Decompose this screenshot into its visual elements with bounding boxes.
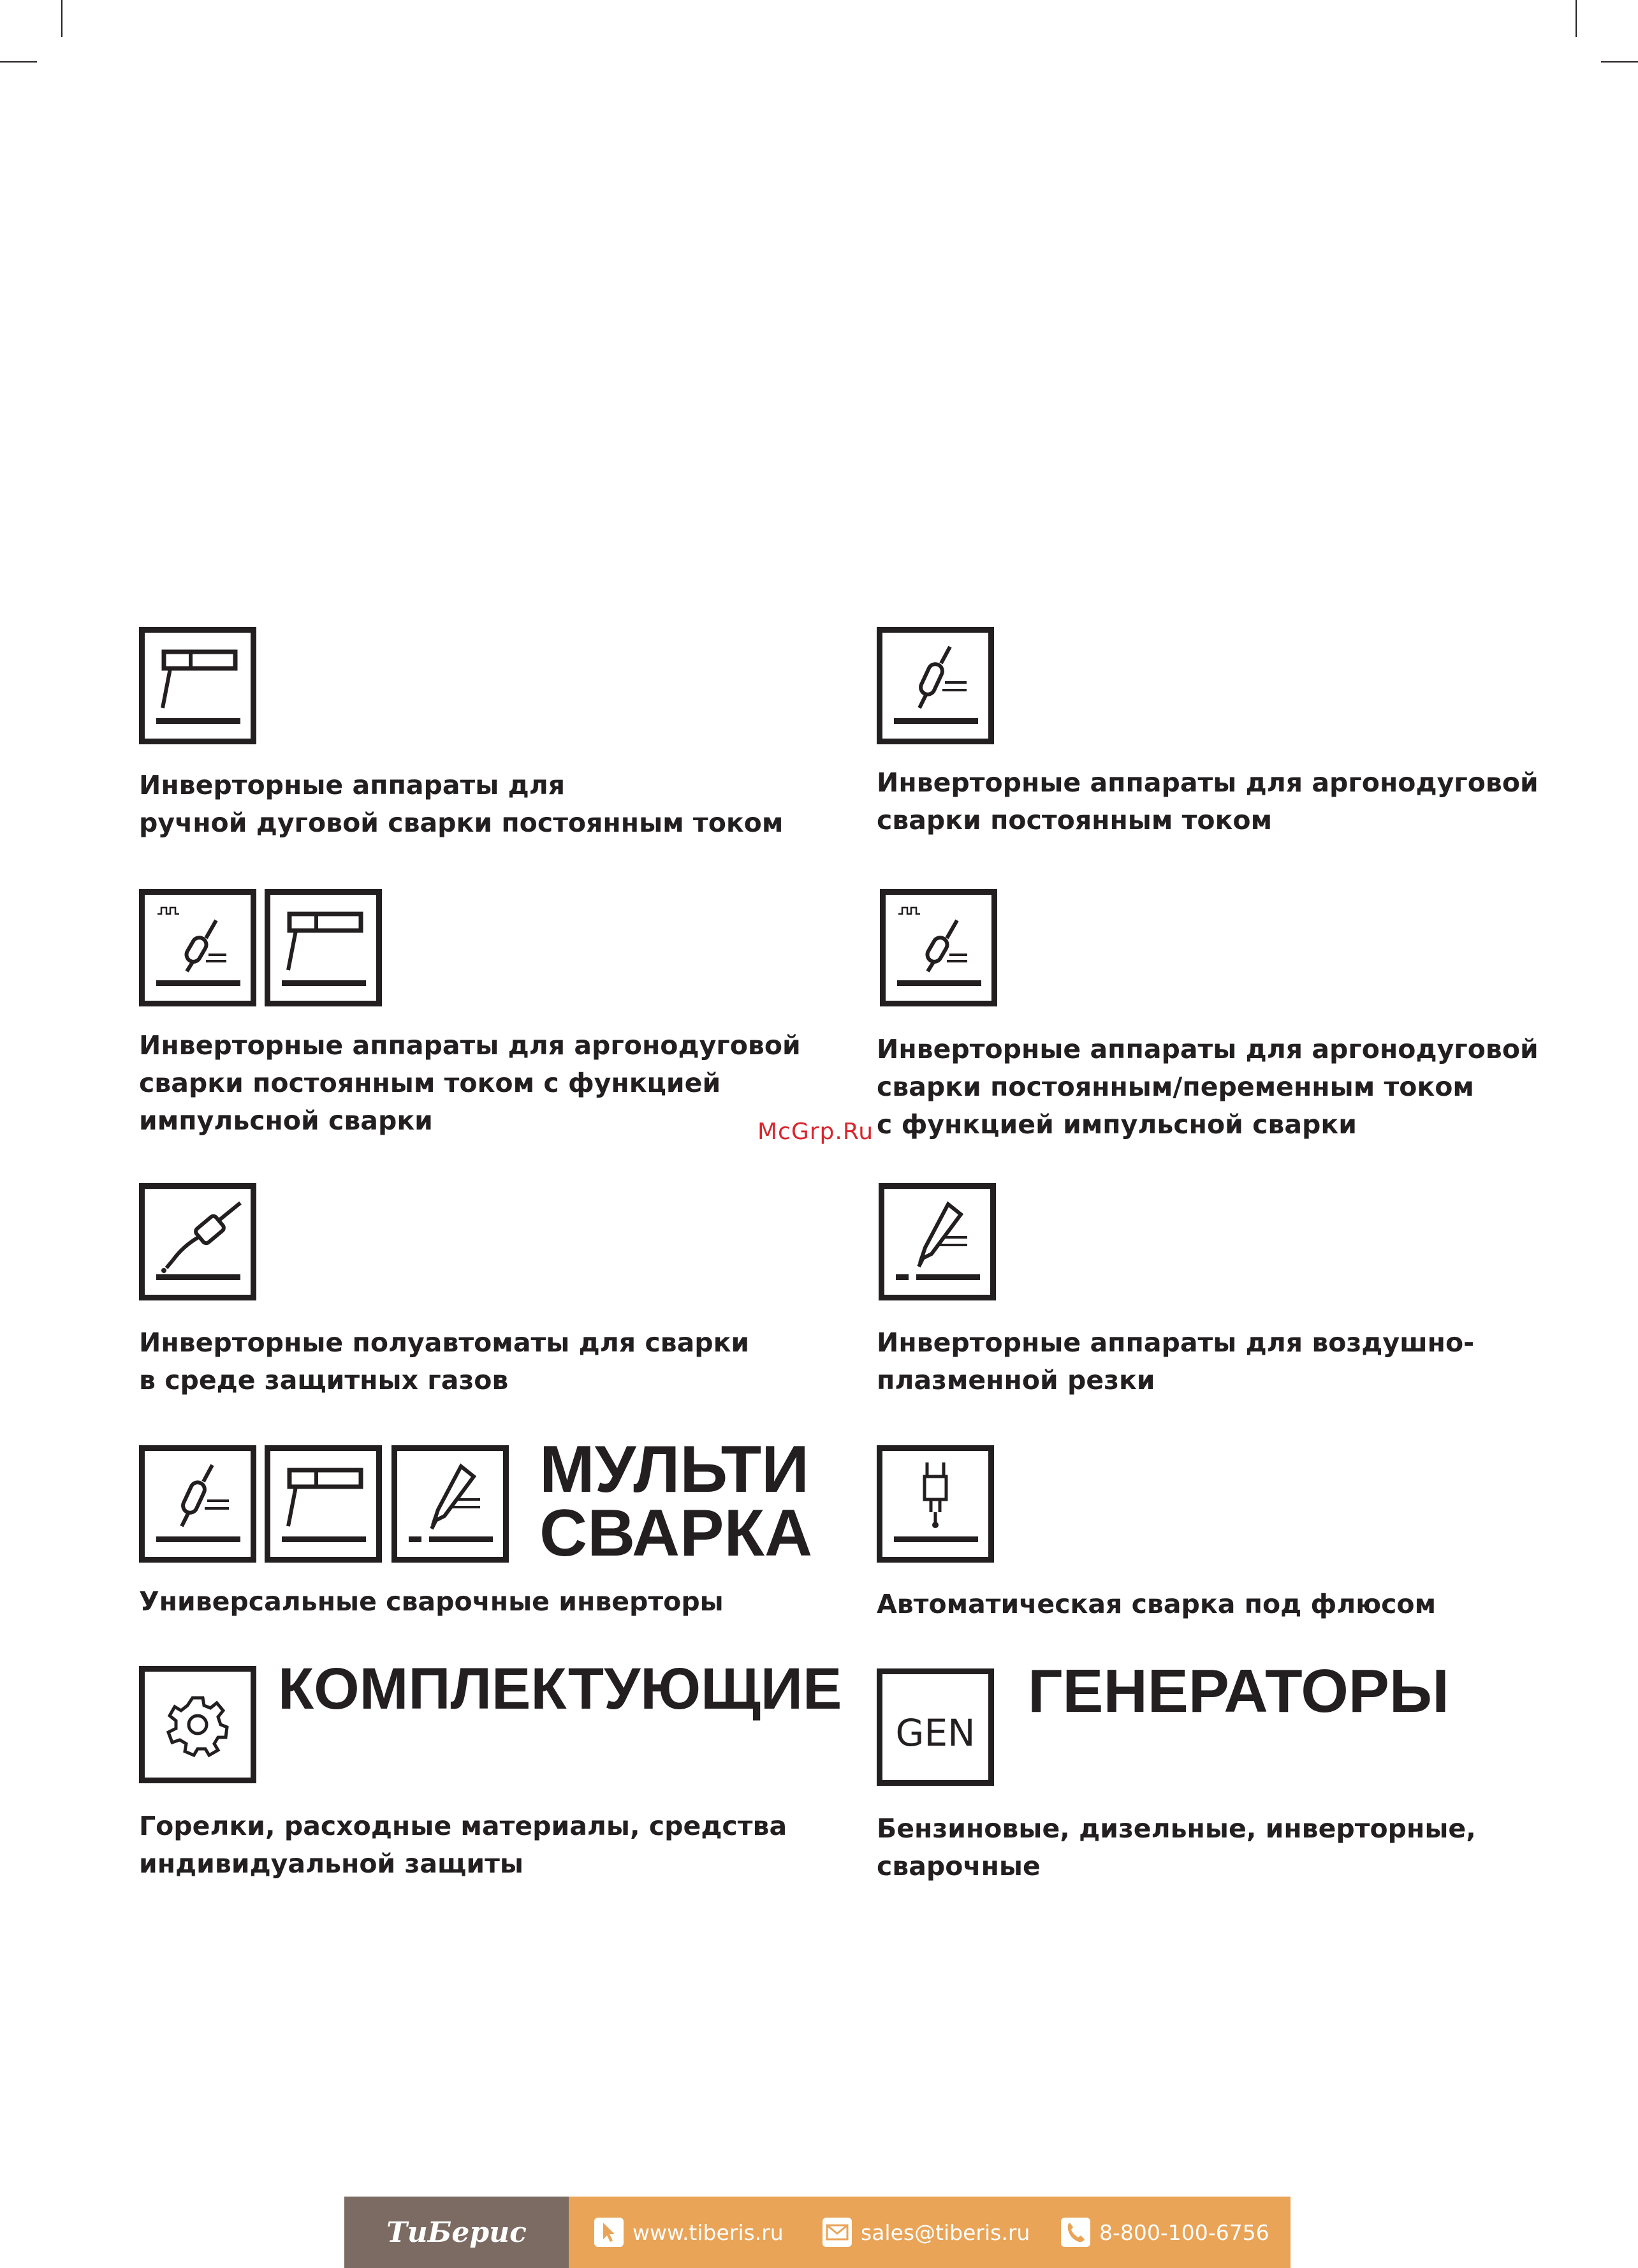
footer-website[interactable]	[594, 2216, 784, 2249]
plasma-description: Инверторные аппараты для воздушно- плазменной резки	[877, 1327, 1475, 1395]
submerged-arc-icon	[877, 1445, 994, 1563]
parts-description: Горелки, расходные материалы, средства индивидуальной защиты	[139, 1811, 787, 1879]
crop-mark	[0, 61, 37, 63]
mma-description: Инверторные аппараты для ручной дуговой сварки постоянным током	[139, 770, 784, 838]
tig-torch-icon	[877, 627, 994, 744]
cursor-icon	[594, 2218, 624, 2247]
watermark: McGrp.Ru	[757, 1119, 874, 1145]
tig-acdc-pulse-description: Инверторные аппараты для аргонодуговой сварки постоянным/переменным током с функцией импульсной сварки	[877, 1034, 1539, 1140]
generator-icon	[877, 1668, 994, 1786]
brand-logo: ТиБерис	[344, 2197, 569, 2268]
footer-phone[interactable]	[1061, 2216, 1269, 2249]
plasma-cutter-icon	[879, 1183, 996, 1300]
multi-description: Универсальные сварочные инверторы	[139, 1586, 724, 1617]
parts-title: КОМПЛЕКТУЮЩИЕ	[278, 1656, 842, 1721]
generators-title: ГЕНЕРАТОРЫ	[1028, 1657, 1449, 1725]
phone-icon	[1061, 2218, 1090, 2247]
tig-pulse-icon	[139, 889, 256, 1006]
mail-icon	[823, 2218, 852, 2247]
mig-torch-icon	[139, 1183, 256, 1300]
multi-title: МУЛЬТИ СВАРКА	[539, 1432, 813, 1570]
footer-email[interactable]	[823, 2216, 1030, 2249]
plasma-cutter-icon	[391, 1445, 509, 1563]
crop-mark	[1601, 61, 1638, 63]
saw-description: Автоматическая сварка под флюсом	[877, 1589, 1437, 1619]
tig-torch-icon	[139, 1445, 256, 1563]
gen-badge-text: GEN	[895, 1711, 976, 1755]
crop-mark	[1576, 0, 1577, 37]
mma-electrode-icon	[265, 889, 382, 1006]
generators-description: Бензиновые, дизельные, инверторные, сварочные	[877, 1813, 1476, 1881]
mma-electrode-icon	[265, 1445, 382, 1563]
tig-pulse-description: Инверторные аппараты для аргонодуговой сварки постоянным током с функцией импульсной сварки	[139, 1030, 801, 1136]
tig-dc-description: Инверторные аппараты для аргонодуговой сварки постоянным током	[877, 767, 1539, 836]
email-link[interactable]: sales@tiberis.ru	[861, 2220, 1030, 2245]
crop-mark	[61, 0, 62, 37]
tig-ac-dc-pulse-icon	[880, 889, 997, 1006]
phone-number[interactable]: 8-800-100-6756	[1099, 2220, 1269, 2245]
gear-icon	[139, 1666, 256, 1783]
mma-electrode-icon	[139, 627, 256, 744]
website-link[interactable]: www.tiberis.ru	[633, 2220, 784, 2245]
mig-description: Инверторные полуавтоматы для сварки в среде защитных газов	[139, 1327, 750, 1395]
